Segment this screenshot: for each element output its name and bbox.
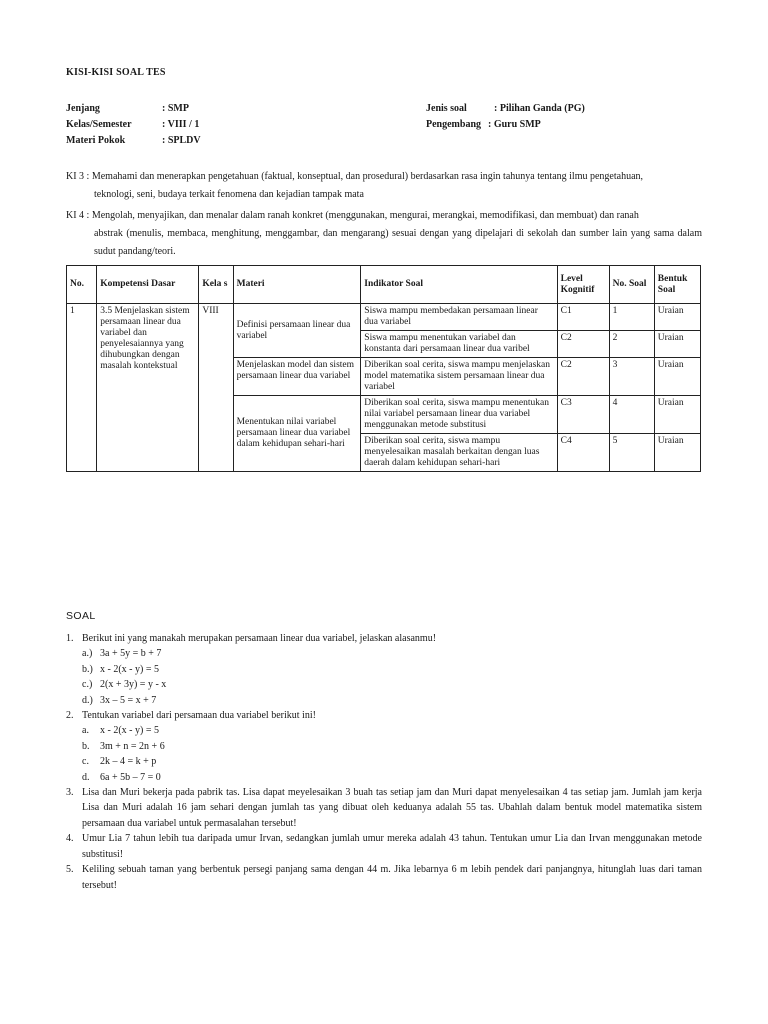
ki-3-line-2: teknologi, seni, budaya terkait fenomena dan kejadian tampak mata: [94, 189, 364, 200]
cell-no: 1: [67, 304, 97, 472]
cell-level: C3: [557, 396, 609, 434]
cell-level: C2: [557, 358, 609, 396]
option-text: x - 2(x - y) = 5: [100, 725, 159, 737]
cell-bentuk: Uraian: [654, 358, 700, 396]
question-item: [66, 708, 702, 785]
cell-materi-3: Menentukan nilai variabel persamaan linear dua variabel dalam kehidupan sehari-hari: [233, 396, 361, 472]
meta-value: : SPLDV: [162, 135, 201, 146]
cell-no-soal: 4: [609, 396, 654, 434]
cell-materi-2: Menjelaskan model dan sistem persamaan linear dua variabel: [233, 358, 361, 396]
question-option: [82, 662, 702, 677]
cell-materi-1: Definisi persamaan linear dua variabel: [233, 304, 361, 358]
cell-bentuk: Uraian: [654, 304, 700, 331]
cell-bentuk: Uraian: [654, 434, 700, 472]
question-option: [82, 677, 702, 692]
cell-no-soal: 3: [609, 358, 654, 396]
cell-indikator: Diberikan soal cerita, siswa mampu menentukan nilai variabel persamaan linear dua variabel menggunakan metode substitusi: [361, 396, 557, 434]
ki-3-line-1: KI 3 : Memahami dan menerapkan pengetahuan (faktual, konseptual, dan prosedural) berdasarkan rasa ingin tahunya tentang ilmu pengetahuan,: [66, 171, 644, 182]
question-text: Tentukan variabel dari persamaan dua variabel berikut ini!: [82, 710, 316, 722]
meta-left: [66, 101, 201, 149]
meta-row-jenjang: [66, 101, 201, 117]
question-option: [82, 723, 702, 738]
meta-key: Pengembang: [426, 119, 481, 130]
cell-level: C2: [557, 331, 609, 358]
meta-row-jenis-soal: [426, 101, 585, 117]
cell-no-soal: 5: [609, 434, 654, 472]
question-text: Keliling sebuah taman yang berbentuk persegi panjang sama dengan 44 m. Jika lebarnya 6 m lebih pendek dari panjangnya, hitunglah luas dari taman tersebut!: [82, 864, 702, 891]
cell-level: C4: [557, 434, 609, 472]
option-text: 2k – 4 = k + p: [100, 756, 157, 768]
question-number: 1.: [66, 633, 74, 644]
meta-key: Kelas/Semester: [66, 119, 132, 130]
question-item: [66, 631, 702, 708]
document-title: KISI-KISI SOAL TES: [66, 67, 166, 78]
question-text: Umur Lia 7 tahun lebih tua daripada umur Irvan, sedangkan jumlah umur mereka adalah 43 tahun. Tentukan umur Lia dan Irvan menggunakan metode substitusi!: [82, 833, 702, 860]
question-number: 4.: [66, 833, 74, 845]
meta-row-kelas: [66, 117, 201, 133]
cell-kompetensi-dasar: 3.5 Menjelaskan sistem persamaan linear dua variabel dan penyelesaiannya yang dihubungkan dengan masalah kontekstual: [97, 304, 199, 472]
meta-key: Jenis soal: [426, 103, 467, 114]
table-row: [67, 304, 701, 331]
cell-bentuk: Uraian: [654, 331, 700, 358]
kisi-kisi-table: [66, 265, 701, 472]
cell-indikator: Siswa mampu menentukan variabel dan konstanta dari persamaan linear dua varibel: [361, 331, 557, 358]
header-indikator: Indikator Soal: [361, 266, 557, 304]
cell-bentuk: Uraian: [654, 396, 700, 434]
option-label: d.: [82, 771, 90, 783]
meta-row-pengembang: [426, 117, 585, 133]
question-number: 5.: [66, 864, 74, 876]
question-option: [82, 754, 702, 769]
question-option: [82, 646, 702, 661]
table-header-row: [67, 266, 701, 304]
header-bentuk: Bentuk Soal: [654, 266, 700, 304]
cell-level: C1: [557, 304, 609, 331]
option-text: 2(x + 3y) = y - x: [100, 679, 167, 691]
option-text: 3m + n = 2n + 6: [100, 740, 165, 752]
cell-indikator: Diberikan soal cerita, siswa mampu menyelesaikan masalah berkaitan dengan luas daerah dalam kehidupan sehari-hari: [361, 434, 557, 472]
meta-value: : SMP: [162, 103, 189, 114]
meta-key: Jenjang: [66, 103, 100, 114]
option-label: c.): [82, 679, 93, 691]
header-no: No.: [67, 266, 97, 304]
cell-kelas: VIII: [199, 304, 233, 472]
question-list: [66, 631, 702, 893]
cell-no-soal: 1: [609, 304, 654, 331]
meta-right: [426, 101, 585, 133]
option-text: 3a + 5y = b + 7: [100, 648, 162, 660]
header-kelas: Kela s: [199, 266, 233, 304]
option-label: b.: [82, 740, 90, 752]
option-text: x - 2(x - y) = 5: [100, 663, 159, 675]
cell-no-soal: 2: [609, 331, 654, 358]
ki-4-paragraph: [66, 207, 702, 261]
meta-value: : Pilihan Ganda (PG): [494, 103, 585, 114]
question-item: [66, 862, 702, 893]
header-kompetensi-dasar: Kompetensi Dasar: [97, 266, 199, 304]
option-label: c.: [82, 756, 89, 768]
ki-4-line-2: abstrak (menulis, membaca, menghitung, menggambar, dan mengarang) sesuai dengan yang dipelajari di sekolah dan sumber lain yang sama dalam sudut pandang/teori.: [94, 228, 702, 257]
question-number: 3.: [66, 787, 74, 799]
question-number: 2.: [66, 710, 74, 722]
ki-3-paragraph: [66, 168, 702, 204]
ki-4-line-1: KI 4 : Mengolah, menyajikan, dan menalar dalam ranah konkret (menggunakan, mengurai, merangkai, memodifikasi, dan membuat) dan ranah: [66, 210, 639, 221]
question-item: [66, 831, 702, 862]
question-text: Berikut ini yang manakah merupakan persamaan linear dua variabel, jelaskan alasanmu!: [82, 633, 437, 644]
question-option: [82, 739, 702, 754]
cell-indikator: Siswa mampu membedakan persamaan linear dua variabel: [361, 304, 557, 331]
question-item: [66, 785, 702, 831]
question-option: [82, 770, 702, 785]
cell-indikator: Diberikan soal cerita, siswa mampu menjelaskan model matematika sistem persamaan linear dua variabel: [361, 358, 557, 396]
meta-key: Materi Pokok: [66, 135, 126, 146]
option-label: b.): [82, 663, 93, 675]
option-label: a.: [82, 725, 89, 737]
option-label: a.): [82, 648, 93, 660]
header-materi: Materi: [233, 266, 361, 304]
meta-value: : VIII / 1: [162, 119, 200, 130]
header-level: Level Kognitif: [557, 266, 609, 304]
meta-row-materi: [66, 133, 201, 149]
meta-value: : Guru SMP: [488, 119, 541, 130]
option-text: 6a + 5b – 7 = 0: [100, 771, 161, 783]
soal-heading: SOAL: [66, 610, 96, 622]
option-label: d.): [82, 694, 93, 706]
header-no-soal: No. Soal: [609, 266, 654, 304]
option-text: 3x – 5 = x + 7: [100, 694, 157, 706]
question-option: [82, 693, 702, 708]
question-text: Lisa dan Muri bekerja pada pabrik tas. Lisa dapat meyelesaikan 3 buah tas setiap jam dan Muri dapat menyelesaikan 4 tas setiap jam. Jumlah jam kerja Lisa dan Muri adalah 16 jam sehari dengan jumlah tas yang dibuat oleh keduanya adalah 55 tas. Ubahlah dalam bentuk model matematika sistem persamaan dua variabel untuk permasalahan tersebut!: [82, 787, 702, 829]
